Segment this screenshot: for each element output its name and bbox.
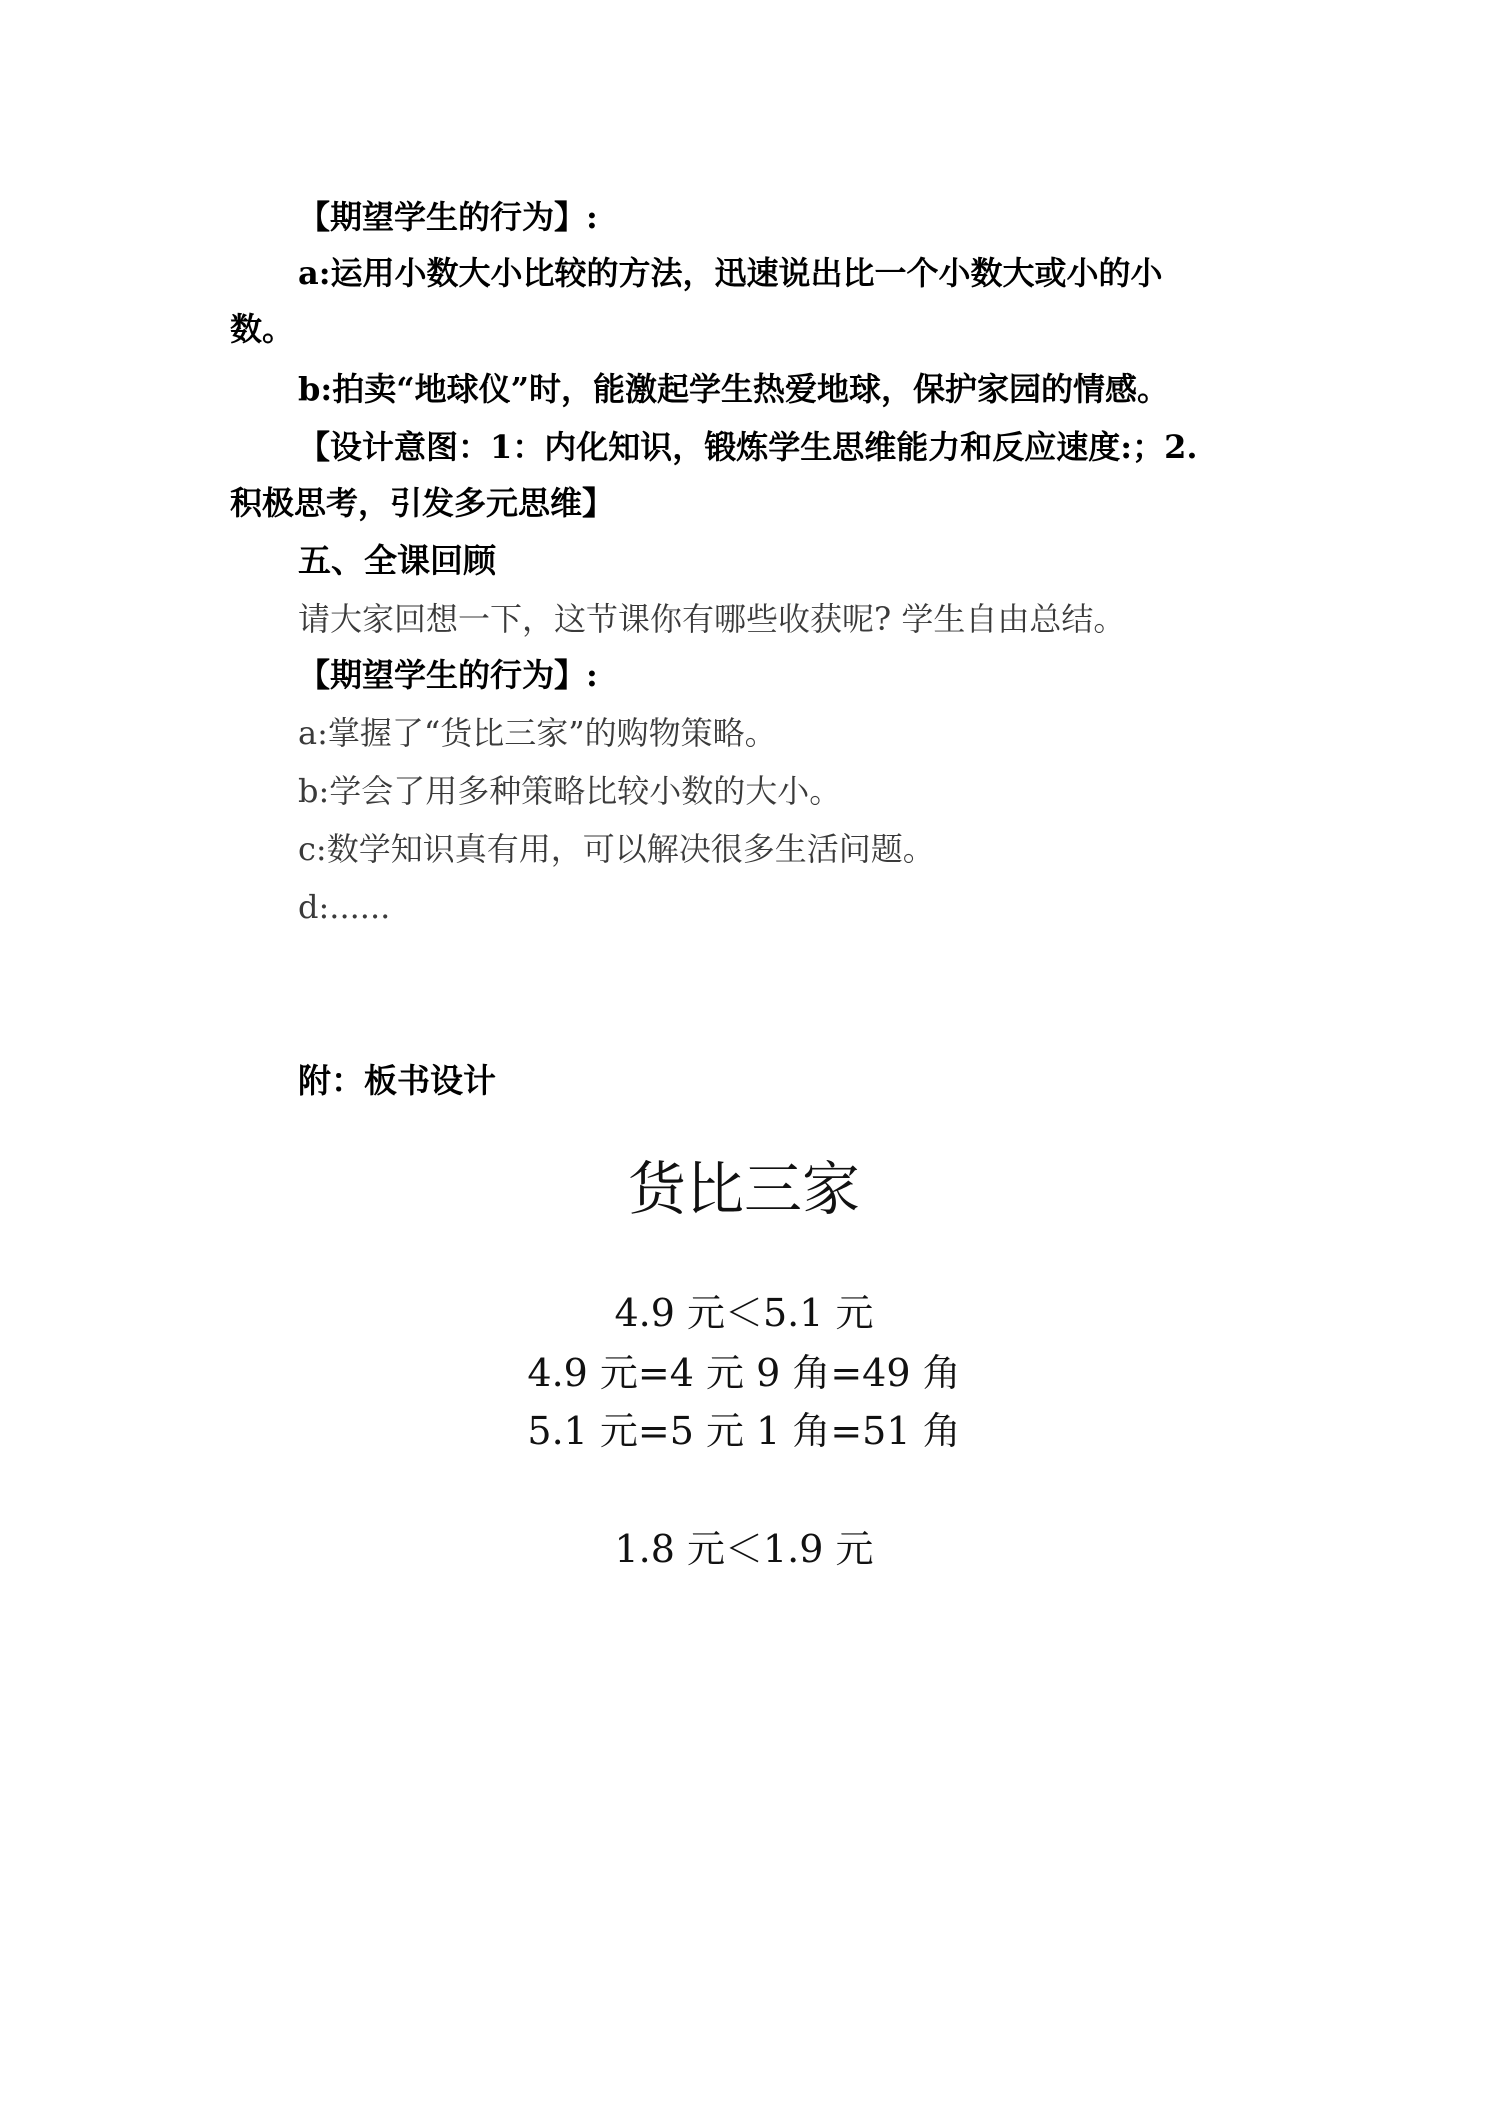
design-intent-line1: 【设计意图：1：内化知识，锻炼学生思维能力和反应速度:；2. bbox=[298, 428, 1198, 466]
expected-behavior-2-item-a: a:掌握了“货比三家”的购物策略。 bbox=[298, 714, 777, 752]
expected-behavior-2-item-c: c:数学知识真有用，可以解决很多生活问题。 bbox=[298, 830, 935, 868]
section5-prompt: 请大家回想一下，这节课你有哪些收获呢? 学生自由总结。 bbox=[298, 600, 1126, 638]
design-intent-line2: 积极思考，引发多元思维】 bbox=[230, 484, 615, 522]
board-line-3: 5.1 元=5 元 1 角=51 角 bbox=[527, 1409, 961, 1453]
appendix-heading: 附：板书设计 bbox=[298, 1061, 496, 1100]
expected-behavior-item-b: b:拍卖“地球仪”时，能激起学生热爱地球，保护家园的情感。 bbox=[298, 370, 1170, 408]
expected-behavior-item-a-line1: a:运用小数大小比较的方法，迅速说出比一个小数大或小的小 bbox=[298, 254, 1163, 292]
expected-behavior-2-item-d: d:...... bbox=[298, 888, 391, 926]
board-line-4: 1.8 元＜1.9 元 bbox=[614, 1527, 874, 1571]
board-line-1: 4.9 元＜5.1 元 bbox=[614, 1291, 874, 1335]
board-title: 货比三家 bbox=[627, 1155, 860, 1223]
expected-behavior-heading-1: 【期望学生的行为】: bbox=[298, 198, 598, 236]
board-line-2: 4.9 元=4 元 9 角=49 角 bbox=[527, 1351, 961, 1395]
expected-behavior-item-a-line2: 数。 bbox=[230, 310, 295, 348]
expected-behavior-heading-2: 【期望学生的行为】: bbox=[298, 656, 598, 694]
section5-heading: 五、全课回顾 bbox=[298, 541, 496, 580]
expected-behavior-2-item-b: b:学会了用多种策略比较小数的大小。 bbox=[298, 772, 842, 810]
